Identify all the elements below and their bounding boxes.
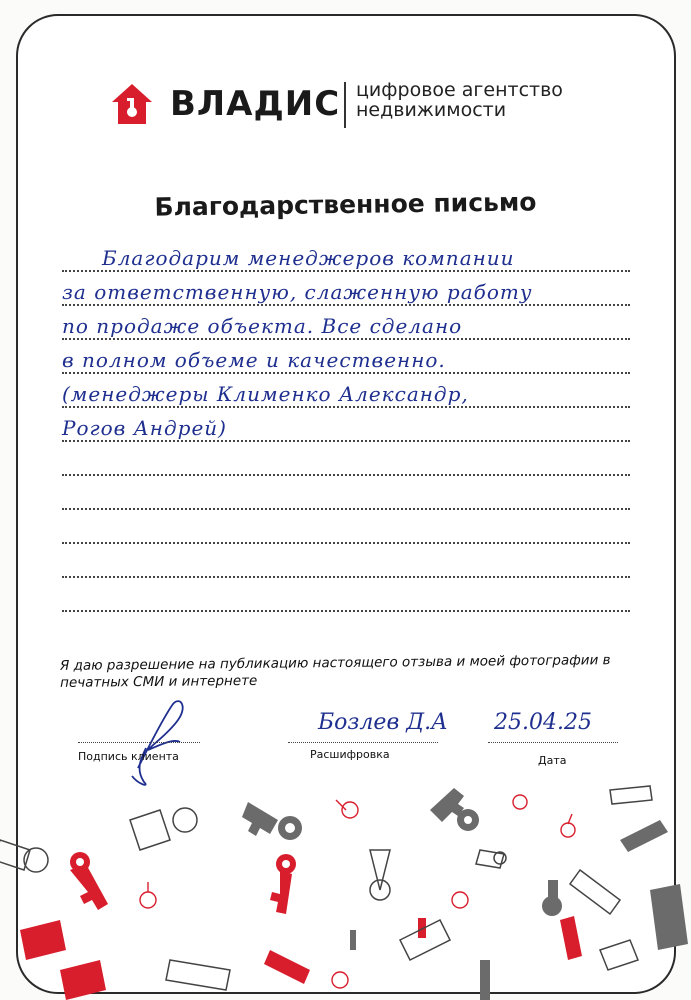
handwritten-text: в полном объеме и качественно. (62, 348, 446, 372)
text-line (62, 306, 630, 340)
signature-line (78, 742, 200, 743)
brand-tagline (356, 80, 563, 120)
logo-divider (344, 82, 346, 128)
key-icon (242, 802, 302, 840)
text-line (62, 340, 630, 374)
decoding-line (288, 742, 438, 743)
handwritten-lines (62, 238, 630, 612)
client-signature-scribble (118, 698, 198, 788)
date-label: Дата (538, 754, 567, 767)
publication-permission-text: Я даю разрешение на публикацию настоящего отзыва и моей фотографии в печатных СМИ и интернете (59, 652, 611, 691)
letter-title: Благодарственное письмо (154, 187, 537, 222)
handwritten-text: (менеджеры Клименко Александр, (62, 382, 469, 406)
house-key-logo-icon (110, 82, 154, 126)
text-line (62, 578, 630, 612)
handwritten-text: за ответственную, слаженную работу (62, 280, 533, 304)
tagline-line-2: недвижимости (356, 99, 507, 121)
text-line (62, 544, 630, 578)
company-logo (110, 78, 610, 138)
text-line (62, 476, 630, 510)
key-icon (350, 820, 688, 1000)
handwritten-text: Рогов Андрей) (62, 416, 227, 440)
date-block (488, 704, 618, 784)
text-line (62, 238, 630, 272)
tagline-line-1: цифровое агентство (356, 79, 563, 101)
client-signature-label: Подпись клиента (78, 750, 179, 763)
text-line (62, 510, 630, 544)
date-line (488, 742, 618, 743)
key-icon (270, 854, 296, 914)
brand-name: ВЛАДИС (170, 84, 341, 124)
handwritten-text: Благодарим менеджеров компании (102, 246, 515, 270)
handwritten-text: по продаже объекта. Все сделано (62, 314, 463, 338)
client-signature-block (78, 704, 200, 784)
text-line (62, 272, 630, 306)
text-line (62, 374, 630, 408)
text-line (62, 408, 630, 442)
key-outline-icon (140, 795, 575, 988)
decorative-keys-pattern (0, 780, 691, 1000)
decoding-handwritten: Бозлев Д.А (318, 710, 448, 735)
decoding-label: Расшифровка (310, 748, 390, 761)
text-line (62, 442, 630, 476)
key-icon (20, 916, 582, 1000)
key-icon (70, 852, 108, 910)
date-handwritten: 25.04.25 (494, 710, 592, 735)
key-icon (430, 788, 479, 831)
decoding-block (288, 704, 448, 784)
